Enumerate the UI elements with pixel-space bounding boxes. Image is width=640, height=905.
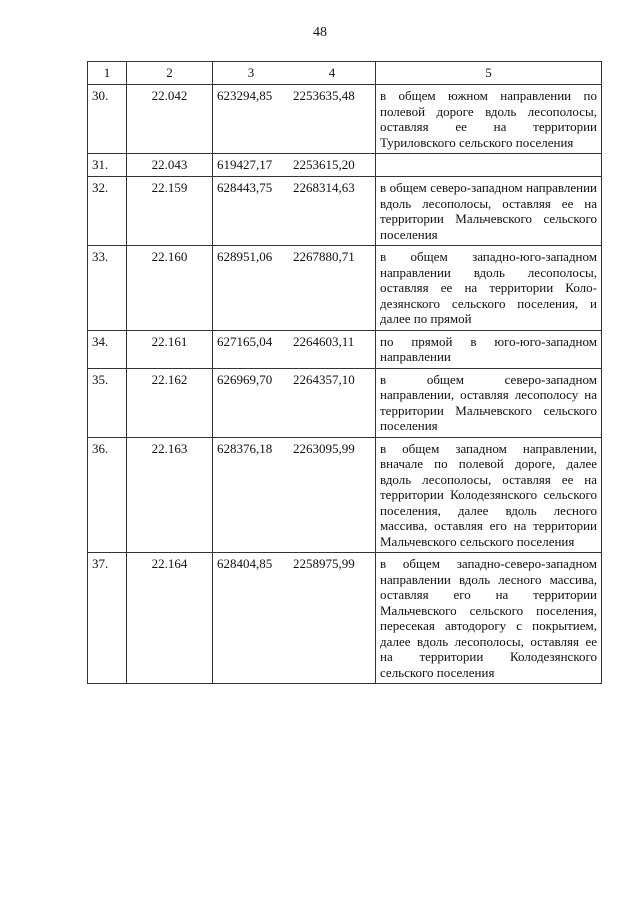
direction-description: в общем северо-западном направлении вдоль лесополосы, оставляя ее на территории Мальчевского сельского поселения bbox=[376, 177, 602, 246]
direction-description: в общем северо-западном направлении, оставляя лесополосу на территории Мальчевского сельского поселения bbox=[376, 368, 602, 437]
col-header-4: 4 bbox=[328, 65, 336, 80]
coord-y: 2253615,20 bbox=[293, 157, 355, 172]
direction-description: в общем западно-юго-западном направлении вдоль лесополосы, оставляя ее на территории Колодезянского сельского поселения, и далее по прямой bbox=[376, 246, 602, 331]
point-code: 22.160 bbox=[127, 246, 213, 331]
row-number: 34. bbox=[88, 330, 127, 368]
table-row bbox=[88, 246, 602, 331]
table-row bbox=[88, 85, 602, 154]
col-header-1: 1 bbox=[88, 62, 127, 85]
table-row bbox=[88, 368, 602, 437]
coordinates-cell bbox=[213, 553, 376, 684]
col-header-3: 3 bbox=[247, 65, 255, 80]
coord-x: 628376,18 bbox=[217, 440, 273, 456]
row-number: 35. bbox=[88, 368, 127, 437]
coord-x: 627165,04 bbox=[217, 333, 273, 349]
table-row bbox=[88, 330, 602, 368]
coord-x: 628404,85 bbox=[217, 556, 273, 571]
coord-y: 2268314,63 bbox=[293, 180, 355, 195]
table-row bbox=[88, 437, 602, 553]
table-header-row bbox=[88, 62, 602, 85]
page-number: 48 bbox=[313, 25, 327, 40]
row-number: 32. bbox=[88, 177, 127, 246]
table-row bbox=[88, 154, 602, 177]
coordinates-cell bbox=[213, 154, 376, 177]
coord-x: 628443,75 bbox=[217, 180, 273, 195]
coordinates-cell bbox=[213, 437, 376, 553]
row-number: 33. bbox=[88, 246, 127, 331]
col-header-2: 2 bbox=[127, 62, 213, 85]
row-number: 31. bbox=[88, 154, 127, 177]
point-code: 22.161 bbox=[127, 330, 213, 368]
direction-description: в общем западно-северо-западном направлении вдоль лесного массива, оставляя его на территории Мальчевского сельского поселения, пересекая автодорогу с покрытием, далее вдоль лесополосы, оставляя ее на территории Колодезянского сельского поселения bbox=[376, 553, 602, 684]
point-code: 22.163 bbox=[127, 437, 213, 553]
row-number: 30. bbox=[88, 85, 127, 154]
point-code: 22.162 bbox=[127, 368, 213, 437]
table-row bbox=[88, 553, 602, 684]
coord-x: 623294,85 bbox=[217, 88, 273, 103]
coordinates-cell bbox=[213, 85, 376, 154]
direction-description bbox=[376, 154, 602, 177]
row-number: 36. bbox=[88, 437, 127, 553]
coord-x: 619427,17 bbox=[217, 157, 273, 172]
coordinates-cell bbox=[213, 177, 376, 246]
col-header-3-4 bbox=[213, 62, 376, 85]
direction-description: в общем южном направлении по полевой дороге вдоль лесополосы, оставляя ее на территории Туриловского сельского поселения bbox=[376, 85, 602, 154]
point-code: 22.042 bbox=[127, 85, 213, 154]
direction-description: в общем западном направлении, вначале по полевой дороге, далее вдоль лесополосы, оставляя ее на территории Колодезянского сельского поселения, далее вдоль лесного массива, оставляя его на территории Мальчевского сельского поселения bbox=[376, 437, 602, 553]
boundary-points-table bbox=[87, 61, 602, 684]
coordinates-cell bbox=[213, 330, 376, 368]
coord-x: 628951,06 bbox=[217, 249, 273, 264]
coord-y: 2258975,99 bbox=[293, 556, 355, 571]
coordinates-cell bbox=[213, 246, 376, 331]
coord-y: 2253635,48 bbox=[293, 88, 355, 103]
coord-x: 626969,70 bbox=[217, 371, 273, 387]
direction-description: по прямой в юго-юго-западном направлении bbox=[376, 330, 602, 368]
coord-y: 2267880,71 bbox=[293, 249, 355, 264]
point-code: 22.164 bbox=[127, 553, 213, 684]
coord-y: 2264603,11 bbox=[293, 333, 355, 349]
coord-y: 2263095,99 bbox=[293, 440, 355, 456]
point-code: 22.043 bbox=[127, 154, 213, 177]
row-number: 37. bbox=[88, 553, 127, 684]
coordinates-cell bbox=[213, 368, 376, 437]
col-header-5: 5 bbox=[376, 62, 602, 85]
table-row bbox=[88, 177, 602, 246]
coord-y: 2264357,10 bbox=[293, 371, 355, 387]
point-code: 22.159 bbox=[127, 177, 213, 246]
